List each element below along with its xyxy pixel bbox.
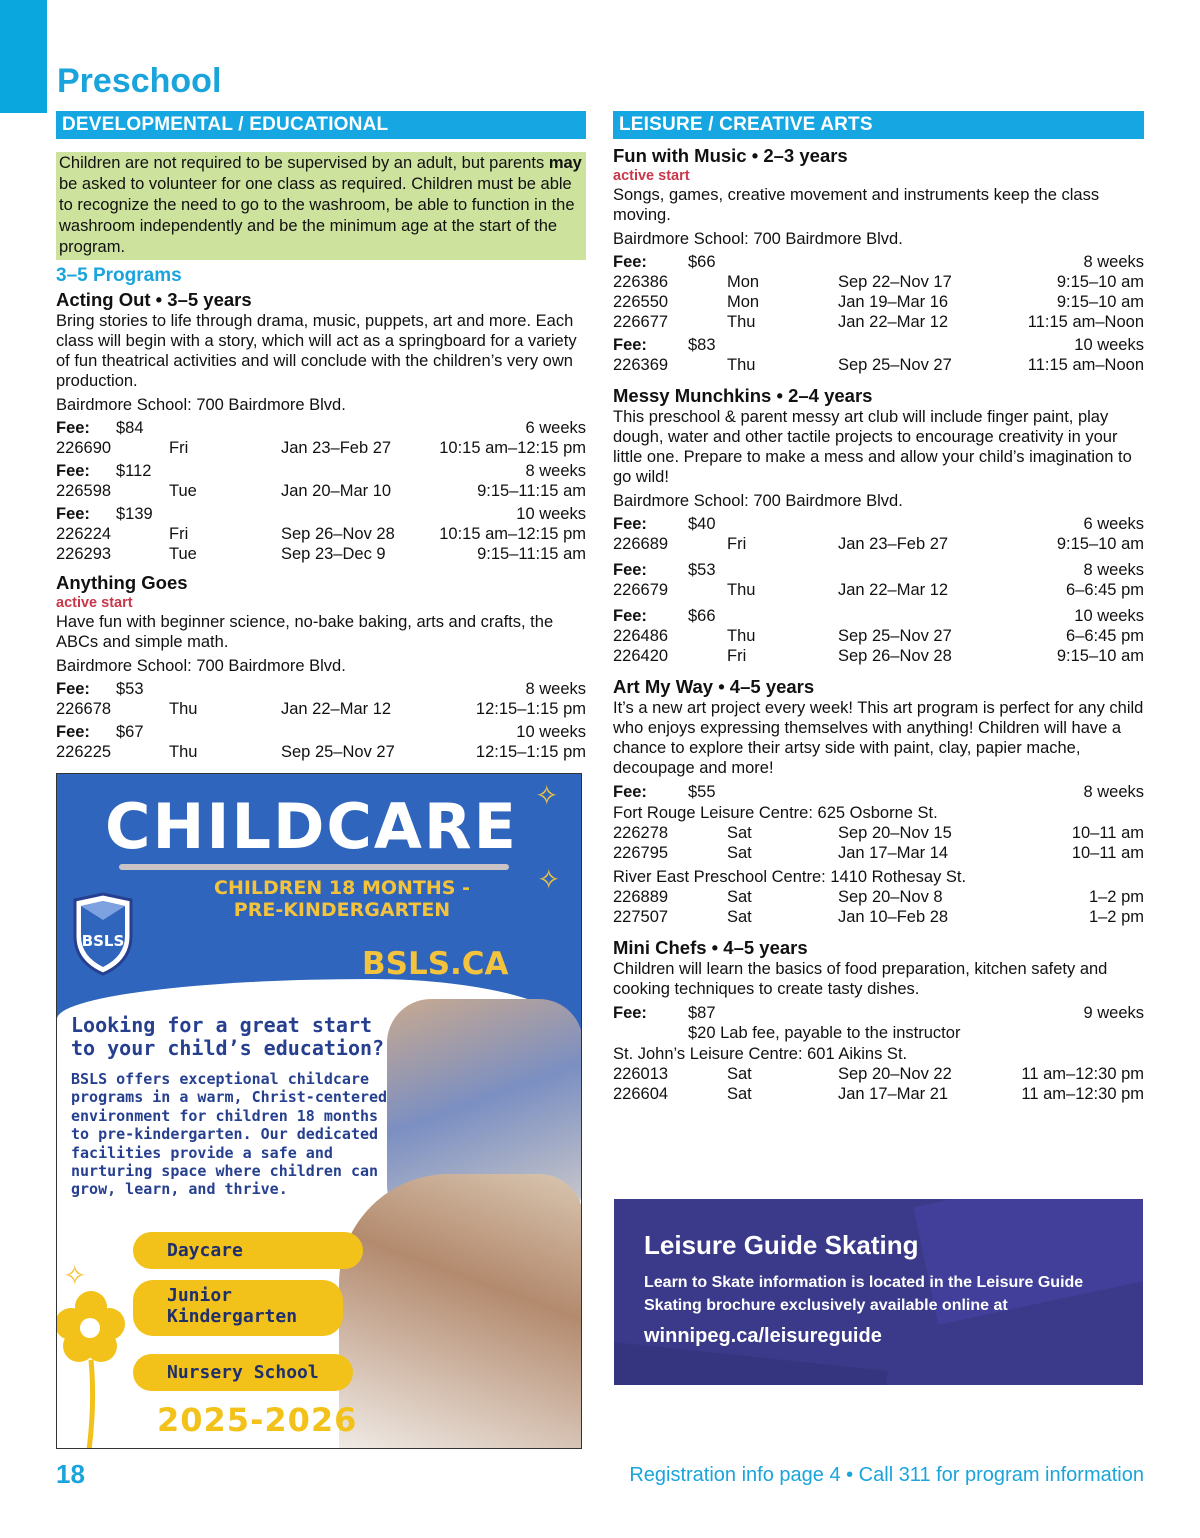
session-day: Tue <box>169 482 197 500</box>
fee-amount: $66 <box>688 607 716 625</box>
session-day: Fri <box>727 647 747 665</box>
session-time: 11 am–12:30 pm <box>1021 1085 1144 1103</box>
note-text: Children are not required to be supervised by an adult, but parents <box>59 154 549 172</box>
ad-heading-line: Looking for a great start <box>71 1013 373 1037</box>
ad-title: CHILDCARE <box>105 790 519 863</box>
fee-amount: $53 <box>688 561 716 579</box>
session-code: 226795 <box>613 844 669 862</box>
program-fun-with-music <box>613 145 1144 375</box>
session-code: 227507 <box>613 908 669 926</box>
session-day: Fri <box>169 439 189 457</box>
session-code: 226369 <box>613 356 669 374</box>
session-code: 226550 <box>613 293 669 311</box>
sparkle-icon: ✧ <box>63 1260 87 1291</box>
session-dates: Jan 23–Feb 27 <box>838 535 949 553</box>
fee-amount: $84 <box>116 419 144 437</box>
fee-row <box>56 461 586 481</box>
fee-label: Fee: <box>56 505 90 523</box>
session-time: 11 am–12:30 pm <box>1021 1065 1144 1083</box>
sparkle-icon: ✧ <box>535 780 559 811</box>
session-time: 1–2 pm <box>1088 908 1144 926</box>
fee-weeks: 8 weeks <box>1083 561 1144 579</box>
fee-weeks: 8 weeks <box>1083 253 1144 271</box>
fee-row <box>613 514 1144 534</box>
program-location: Bairdmore School: 700 Bairdmore Blvd. <box>56 657 346 675</box>
fee-weeks: 10 weeks <box>516 723 586 741</box>
session-code: 226013 <box>613 1065 669 1083</box>
session-row <box>613 580 1144 600</box>
fee-amount: $139 <box>116 505 153 523</box>
skating-title: Leisure Guide Skating <box>644 1230 919 1260</box>
active-start-tag: active start <box>56 595 133 611</box>
session-day: Thu <box>727 356 756 374</box>
session-row <box>56 742 586 762</box>
session-row <box>613 292 1144 312</box>
fee-row <box>56 504 586 524</box>
ad-subtitle <box>177 877 507 921</box>
session-time: 11:15 am–Noon <box>1027 356 1144 374</box>
session-code: 226598 <box>56 482 112 500</box>
program-title: Messy Munchkins • 2–4 years <box>613 385 873 406</box>
fee-label: Fee: <box>613 607 647 625</box>
age-subhead: 3–5 Programs <box>56 265 182 286</box>
session-time: 10:15 am–12:15 pm <box>439 439 586 457</box>
program-title: Fun with Music • 2–3 years <box>613 145 848 166</box>
session-time: 11:15 am–Noon <box>1027 313 1144 331</box>
corner-tab <box>0 0 47 113</box>
session-time: 9:15–11:15 am <box>477 545 586 563</box>
session-row <box>613 887 1144 907</box>
skating-link[interactable]: winnipeg.ca/leisureguide <box>644 1325 882 1347</box>
session-dates: Sep 20–Nov 22 <box>838 1065 952 1083</box>
ad-year: 2025-2026 <box>157 1401 358 1439</box>
session-code: 226678 <box>56 700 112 718</box>
fee-amount: $83 <box>688 336 716 354</box>
fee-row <box>613 606 1144 626</box>
session-row <box>56 524 586 544</box>
session-code: 226420 <box>613 647 669 665</box>
session-day: Thu <box>169 700 198 718</box>
fee-amount: $66 <box>688 253 716 271</box>
fee-weeks: 6 weeks <box>1083 515 1144 533</box>
program-title: Art My Way • 4–5 years <box>613 676 815 697</box>
session-day: Thu <box>727 581 756 599</box>
session-row <box>613 534 1144 554</box>
session-time: 6–6:45 pm <box>1066 627 1144 645</box>
fee-label: Fee: <box>613 253 647 271</box>
program-title: Mini Chefs • 4–5 years <box>613 937 808 958</box>
fee-weeks: 8 weeks <box>1083 783 1144 801</box>
session-row <box>56 699 586 719</box>
fee-row <box>613 782 1144 802</box>
session-dates: Sep 25–Nov 27 <box>838 356 952 374</box>
session-dates: Sep 26–Nov 28 <box>281 525 395 543</box>
session-time: 12:15–1:15 pm <box>475 743 586 761</box>
fee-label: Fee: <box>613 783 647 801</box>
ad-url[interactable]: BSLS.CA <box>362 946 509 982</box>
session-day: Sat <box>727 1065 752 1083</box>
skating-promo[interactable] <box>614 1199 1143 1385</box>
session-code: 226293 <box>56 545 112 563</box>
fee-row <box>613 252 1144 272</box>
session-dates: Jan 22–Mar 12 <box>281 700 392 718</box>
session-row <box>613 823 1144 843</box>
fee-amount: $53 <box>116 680 144 698</box>
session-row <box>56 438 586 458</box>
fee-amount: $112 <box>116 462 152 480</box>
program-acting-out <box>56 289 586 564</box>
session-code: 226690 <box>56 439 112 457</box>
fee-row <box>56 418 586 438</box>
fee-amount: $67 <box>116 723 144 741</box>
fee-weeks: 8 weeks <box>525 680 586 698</box>
childcare-ad[interactable] <box>56 773 582 1449</box>
session-day: Sat <box>727 1085 752 1103</box>
session-day: Tue <box>169 545 197 563</box>
session-dates: Sep 23–Dec 9 <box>281 545 386 563</box>
session-dates: Jan 20–Mar 10 <box>281 482 392 500</box>
session-row <box>613 312 1144 332</box>
program-location: St. John’s Leisure Centre: 601 Aikins St. <box>613 1045 908 1063</box>
session-time: 9:15–11:15 am <box>477 482 586 500</box>
fee-weeks: 8 weeks <box>525 462 586 480</box>
section-header: DEVELOPMENTAL / EDUCATIONAL <box>56 111 586 139</box>
session-day: Mon <box>727 293 760 311</box>
session-time: 1–2 pm <box>1088 888 1144 906</box>
fee-weeks: 10 weeks <box>1074 336 1144 354</box>
session-time: 9:15–10 am <box>1056 293 1144 311</box>
fee-amount: $87 <box>688 1004 716 1022</box>
ad-subtitle-line: CHILDREN 18 MONTHS - <box>214 877 470 899</box>
program-location: River East Preschool Centre: 1410 Rothesay St. <box>613 868 967 886</box>
fee-row <box>56 722 586 742</box>
fee-row <box>613 335 1144 355</box>
supervision-note <box>56 152 586 260</box>
fee-amount: $55 <box>688 783 716 801</box>
program-description: Children will learn the basics of food preparation, kitchen safety and cooking techniques to create tasty dishes. <box>613 960 1108 998</box>
program-description: Have fun with beginner science, no-bake baking, arts and crafts, the ABCs and simple math. <box>56 613 554 651</box>
bsls-shield-logo-icon <box>71 892 135 976</box>
session-dates: Sep 20–Nov 8 <box>838 888 943 906</box>
fee-label: Fee: <box>613 561 647 579</box>
session-dates: Jan 10–Feb 28 <box>838 908 949 926</box>
program-description: This preschool & parent messy art club will include finger paint, play dough, water and other tactile projects to encourage creativity in your little one. Prepare to make a mess and allow your child’s imagination to go wild! <box>613 408 1132 486</box>
session-code: 226224 <box>56 525 112 543</box>
program-location: Fort Rouge Leisure Centre: 625 Osborne St. <box>613 804 938 822</box>
session-dates: Sep 20–Nov 15 <box>838 824 952 842</box>
session-time: 9:15–10 am <box>1056 535 1144 553</box>
session-row <box>613 626 1144 646</box>
session-dates: Sep 22–Nov 17 <box>838 273 952 291</box>
session-row <box>613 907 1144 927</box>
session-day: Fri <box>169 525 189 543</box>
session-row <box>613 1064 1144 1084</box>
fee-label: Fee: <box>613 1004 647 1022</box>
program-description: Songs, games, creative movement and instruments keep the class moving. <box>613 186 1100 224</box>
service-daycare: Daycare <box>133 1232 363 1269</box>
program-messy-munchkins <box>613 385 1144 666</box>
program-title: Acting Out • 3–5 years <box>56 289 252 310</box>
session-day: Sat <box>727 824 752 842</box>
ad-body-text: BSLS offers exceptional childcare programs in a warm, Christ-centered environment for children 18 months to pre-kindergarten. Our dedicated facilities provide a safe and nurturing space where children can grow, learn, and thrive. <box>71 1070 388 1199</box>
note-bold: may <box>548 154 582 172</box>
session-dates: Sep 25–Nov 27 <box>281 743 395 761</box>
program-mini-chefs <box>613 937 1144 1104</box>
fee-label: Fee: <box>56 419 90 437</box>
section-header: LEISURE / CREATIVE ARTS <box>613 111 1144 139</box>
fee-row <box>613 560 1144 580</box>
ad-subtitle-line: PRE-KINDERGARTEN <box>233 899 451 921</box>
session-code: 226225 <box>56 743 112 761</box>
fee-amount: $40 <box>688 515 716 533</box>
session-day: Thu <box>169 743 198 761</box>
session-dates: Jan 17–Mar 14 <box>838 844 949 862</box>
session-day: Thu <box>727 313 756 331</box>
session-row <box>613 1084 1144 1104</box>
session-dates: Jan 17–Mar 21 <box>838 1085 949 1103</box>
fee-row <box>613 1003 1144 1023</box>
fee-weeks: 10 weeks <box>516 505 586 523</box>
fee-row <box>56 679 586 699</box>
session-time: 10–11 am <box>1071 844 1144 862</box>
program-location: Bairdmore School: 700 Bairdmore Blvd. <box>613 492 903 510</box>
session-code: 226604 <box>613 1085 669 1103</box>
logo-text: BSLS <box>81 932 125 950</box>
fee-label: Fee: <box>613 515 647 533</box>
session-row <box>613 355 1144 375</box>
service-nursery-school: Nursery School <box>133 1354 353 1391</box>
session-row <box>56 544 586 564</box>
session-day: Thu <box>727 627 756 645</box>
lab-fee-note: $20 Lab fee, payable to the instructor <box>688 1024 961 1042</box>
session-time: 10:15 am–12:15 pm <box>439 525 586 543</box>
session-dates: Jan 22–Mar 12 <box>838 313 949 331</box>
ad-title-underline <box>119 864 509 870</box>
session-time: 9:15–10 am <box>1056 647 1144 665</box>
fee-label: Fee: <box>613 336 647 354</box>
fee-weeks: 9 weeks <box>1083 1004 1144 1022</box>
session-time: 10–11 am <box>1071 824 1144 842</box>
session-day: Sat <box>727 908 752 926</box>
program-location: Bairdmore School: 700 Bairdmore Blvd. <box>56 396 346 414</box>
session-code: 226677 <box>613 313 669 331</box>
session-time: 6–6:45 pm <box>1066 581 1144 599</box>
session-day: Sat <box>727 888 752 906</box>
session-code: 226889 <box>613 888 669 906</box>
session-row <box>613 272 1144 292</box>
skating-text: Learn to Skate information is located in the Leisure Guide Skating brochure exclusively available online at <box>644 1274 1084 1314</box>
program-location: Bairdmore School: 700 Bairdmore Blvd. <box>613 230 903 248</box>
ad-heading <box>71 1014 401 1060</box>
flower-icon <box>56 1282 131 1449</box>
page-title: Preschool <box>57 62 222 100</box>
program-description: Bring stories to life through drama, music, puppets, art and more. Each class will begin with a story, which will act as a springboard for a variety of fun theatrical activities and will conclude with the children’s very own production. <box>56 312 577 390</box>
session-row <box>613 646 1144 666</box>
session-code: 226386 <box>613 273 669 291</box>
session-time: 9:15–10 am <box>1056 273 1144 291</box>
fee-weeks: 6 weeks <box>525 419 586 437</box>
program-art-my-way <box>613 676 1144 927</box>
right-column <box>613 111 1144 1104</box>
page-number: 18 <box>56 1459 85 1489</box>
session-time: 12:15–1:15 pm <box>475 700 586 718</box>
session-code: 226278 <box>613 824 669 842</box>
fee-label: Fee: <box>56 680 90 698</box>
left-column <box>56 111 586 762</box>
fee-label: Fee: <box>56 723 90 741</box>
session-row <box>56 481 586 501</box>
session-code: 226486 <box>613 627 669 645</box>
session-day: Fri <box>727 535 747 553</box>
ad-heading-line: to your child’s education? <box>71 1036 385 1060</box>
session-day: Sat <box>727 844 752 862</box>
session-row <box>613 843 1144 863</box>
session-dates: Sep 26–Nov 28 <box>838 647 952 665</box>
footer-info: Registration info page 4 • Call 311 for program information <box>629 1464 1144 1486</box>
sparkle-icon: ✧ <box>537 864 561 895</box>
service-junior-kindergarten: Junior Kindergarten <box>133 1280 343 1336</box>
children-photo-2 <box>339 1174 582 1449</box>
program-anything-goes <box>56 572 586 762</box>
program-description: It’s a new art project every week! This art program is perfect for any child who enjoys expressing themselves with anything! Children will have a chance to explore their artsy side with paint, clay, papier mache, decoupage and more! <box>613 699 1144 777</box>
active-start-tag: active start <box>613 168 690 184</box>
session-code: 226679 <box>613 581 669 599</box>
session-dates: Sep 25–Nov 27 <box>838 627 952 645</box>
program-title: Anything Goes <box>56 572 188 593</box>
fee-weeks: 10 weeks <box>1074 607 1144 625</box>
note-text: be asked to volunteer for one class as required. Children must be able to recognize the need to go to the washroom, be able to function in the washroom independently and be the minimum age at the start of the program. <box>59 175 575 256</box>
fee-label: Fee: <box>56 462 90 480</box>
session-dates: Jan 22–Mar 12 <box>838 581 949 599</box>
session-dates: Jan 19–Mar 16 <box>838 293 949 311</box>
session-code: 226689 <box>613 535 669 553</box>
session-day: Mon <box>727 273 760 291</box>
session-dates: Jan 23–Feb 27 <box>281 439 392 457</box>
